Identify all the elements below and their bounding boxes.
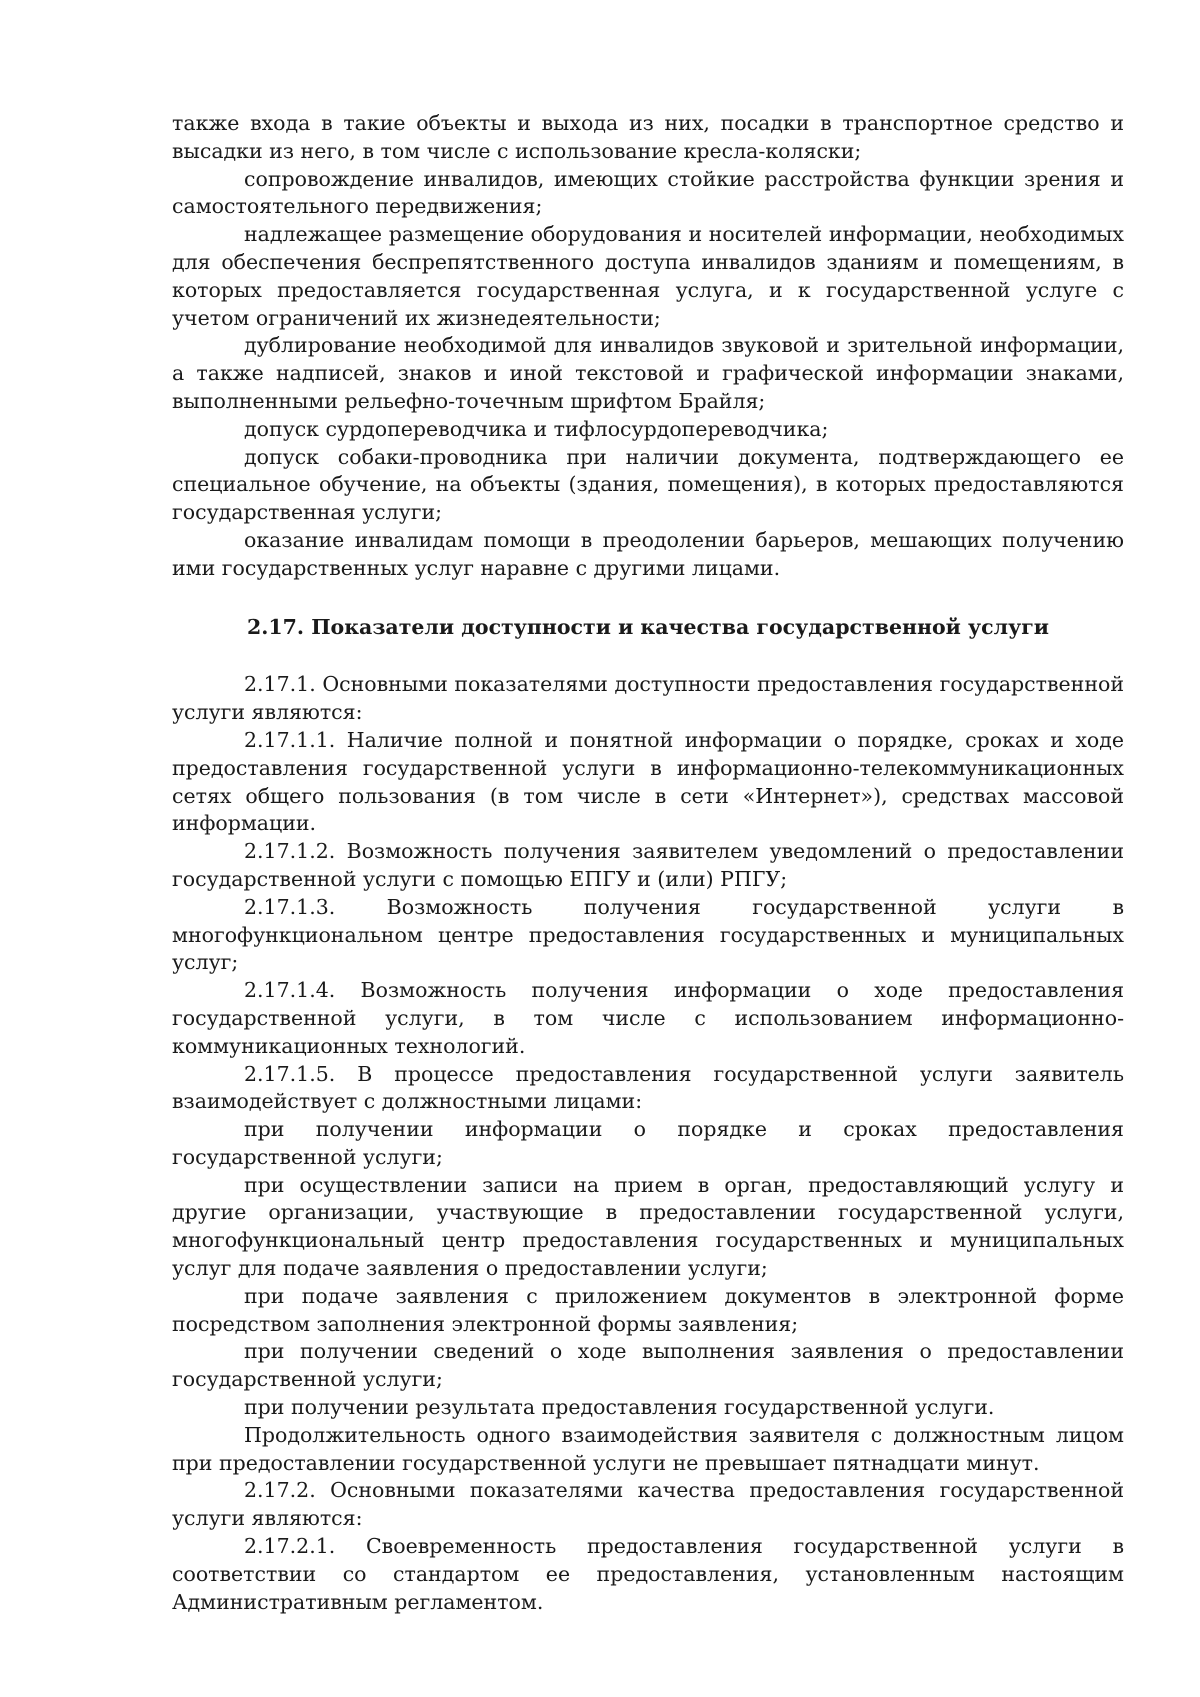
paragraph: также входа в такие объекты и выхода из них, посадки в транспортное средство и высадки из него, в том числе с использование кресла-коляски; bbox=[172, 111, 1124, 163]
paragraph: 2.17.2.1. Своевременность предоставления государственной услуги в соответствии со стандартом ее предоставления, установленным настоящим Административным регламентом. bbox=[172, 1534, 1124, 1614]
section-heading: 2.17. Показатели доступности и качества государственной услуги bbox=[247, 614, 1049, 639]
paragraph: дублирование необходимой для инвалидов звуковой и зрительной информации, а также надписей, знаков и иной текстовой и графической информации знаками, выполненными рельефно-точечным шрифтом Брайля; bbox=[172, 333, 1124, 413]
paragraph: 2.17.1.5. В процессе предоставления государственной услуги заявитель взаимодействует с должностными лицами: bbox=[172, 1061, 1124, 1114]
paragraph: 2.17.2. Основными показателями качества предоставления государственной услуги являются: bbox=[172, 1478, 1124, 1531]
paragraph: надлежащее размещение оборудования и носителей информации, необходимых для обеспечения беспрепятственного доступа инвалидов зданиям и помещениям, в которых предоставляется государственная услуга, и к государственной услуге с учетом ограничений их жизнедеятельности; bbox=[172, 222, 1124, 330]
paragraph: 2.17.1.4. Возможность получения информации о ходе предоставления государственной услуги, в том числе с использованием информационно-коммуникационных технологий. bbox=[172, 978, 1124, 1058]
paragraph: при осуществлении записи на прием в орган, предоставляющий услугу и другие организации, участвующие в предоставлении государственной услуги, многофункциональный центр предоставления государственных и муниципальных услуг для подаче заявления о предоставлении услуги; bbox=[172, 1172, 1124, 1281]
paragraph: при подаче заявления с приложением документов в электронной форме посредством заполнения электронной формы заявления; bbox=[172, 1283, 1124, 1336]
top-text-block bbox=[172, 110, 1124, 583]
section-text-block bbox=[172, 671, 1124, 1616]
paragraph: Продолжительность одного взаимодействия заявителя с должностным лицом при предоставлении государственной услуги не превышает пятнадцати минут. bbox=[172, 1422, 1124, 1475]
paragraph: допуск собаки-проводника при наличии документа, подтверждающего ее специальное обучение, на объекты (здания, помещения), в которых предоставляются государственная услуги; bbox=[172, 444, 1124, 525]
paragraph: оказание инвалидам помощи в преодолении барьеров, мешающих получению ими государственных услуг наравне с другими лицами. bbox=[172, 527, 1124, 580]
paragraph: при получении результата предоставления государственной услуги. bbox=[244, 1395, 995, 1420]
paragraph: при получении сведений о ходе выполнения заявления о предоставлении государственной услуги; bbox=[172, 1339, 1124, 1392]
paragraph: при получении информации о порядке и сроках предоставления государственной услуги; bbox=[172, 1117, 1124, 1169]
paragraph: 2.17.1. Основными показателями доступности предоставления государственной услуги являются: bbox=[172, 672, 1124, 725]
paragraph: сопровождение инвалидов, имеющих стойкие расстройства функции зрения и самостоятельного передвижения; bbox=[172, 166, 1124, 219]
paragraph: допуск сурдопереводчика и тифлосурдопереводчика; bbox=[244, 416, 829, 441]
paragraph: 2.17.1.3. Возможность получения государственной услуги в многофункциональном центре предоставления государственных и муниципальных услуг; bbox=[172, 894, 1124, 975]
paragraph: 2.17.1.2. Возможность получения заявителем уведомлений о предоставлении государственной услуги с помощью ЕПГУ и (или) РПГУ; bbox=[172, 839, 1124, 891]
paragraph: 2.17.1.1. Наличие полной и понятной информации о порядке, сроках и ходе предоставления государственной услуги в информационно-телекоммуникационных сетях общего пользования (в том числе в сети «Интернет»), средствах массовой информации. bbox=[172, 727, 1124, 836]
